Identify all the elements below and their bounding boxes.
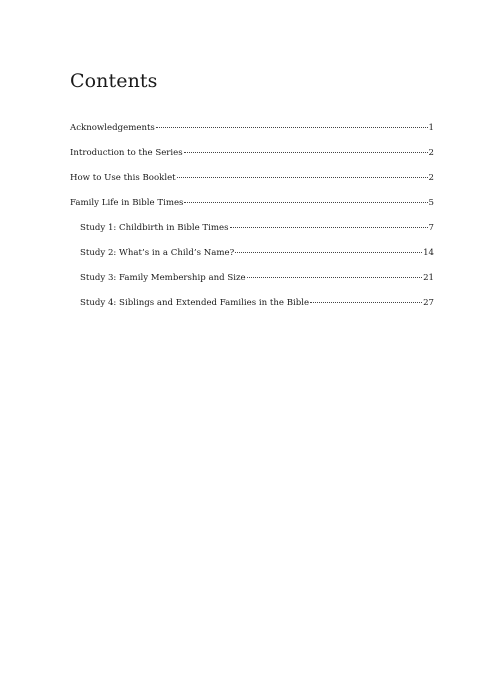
toc-page-number: 21 [423, 273, 434, 283]
toc-page-number: 1 [428, 123, 434, 133]
toc-entry-label: Family Life in Bible Times [70, 198, 184, 208]
toc-page-number: 5 [428, 198, 434, 208]
toc-entry-family-life[interactable] [70, 197, 434, 222]
toc-entry-label: Study 2: What’s in a Child’s Name? [80, 248, 235, 258]
toc-entry-label: How to Use this Booklet [70, 173, 176, 183]
toc-page-number: 2 [428, 173, 434, 183]
toc-entry-study-4[interactable] [70, 297, 434, 322]
toc-entry-acknowledgements[interactable] [70, 122, 434, 147]
dot-leader [247, 277, 422, 278]
table-of-contents [70, 122, 434, 322]
toc-entry-label: Study 4: Siblings and Extended Families in the Bible [80, 298, 310, 308]
dot-leader [156, 127, 428, 128]
page-title: Contents [70, 70, 158, 92]
toc-page-number: 14 [423, 248, 434, 258]
toc-entry-label: Study 3: Family Membership and Size [80, 273, 246, 283]
toc-entry-how-to-use[interactable] [70, 172, 434, 197]
dot-leader [235, 252, 422, 253]
dot-leader [310, 302, 422, 303]
toc-entry-label: Acknowledgements [70, 123, 155, 133]
toc-entry-introduction[interactable] [70, 147, 434, 172]
toc-entry-study-3[interactable] [70, 272, 434, 297]
toc-entry-label: Introduction to the Series [70, 148, 183, 158]
toc-page-number: 7 [428, 223, 434, 233]
toc-entry-study-1[interactable] [70, 222, 434, 247]
toc-entry-study-2[interactable] [70, 247, 434, 272]
toc-entry-label: Study 1: Childbirth in Bible Times [80, 223, 229, 233]
dot-leader [230, 227, 428, 228]
toc-page-number: 27 [423, 298, 434, 308]
dot-leader [184, 202, 427, 203]
dot-leader [177, 177, 428, 178]
toc-page-number: 2 [428, 148, 434, 158]
dot-leader [184, 152, 428, 153]
